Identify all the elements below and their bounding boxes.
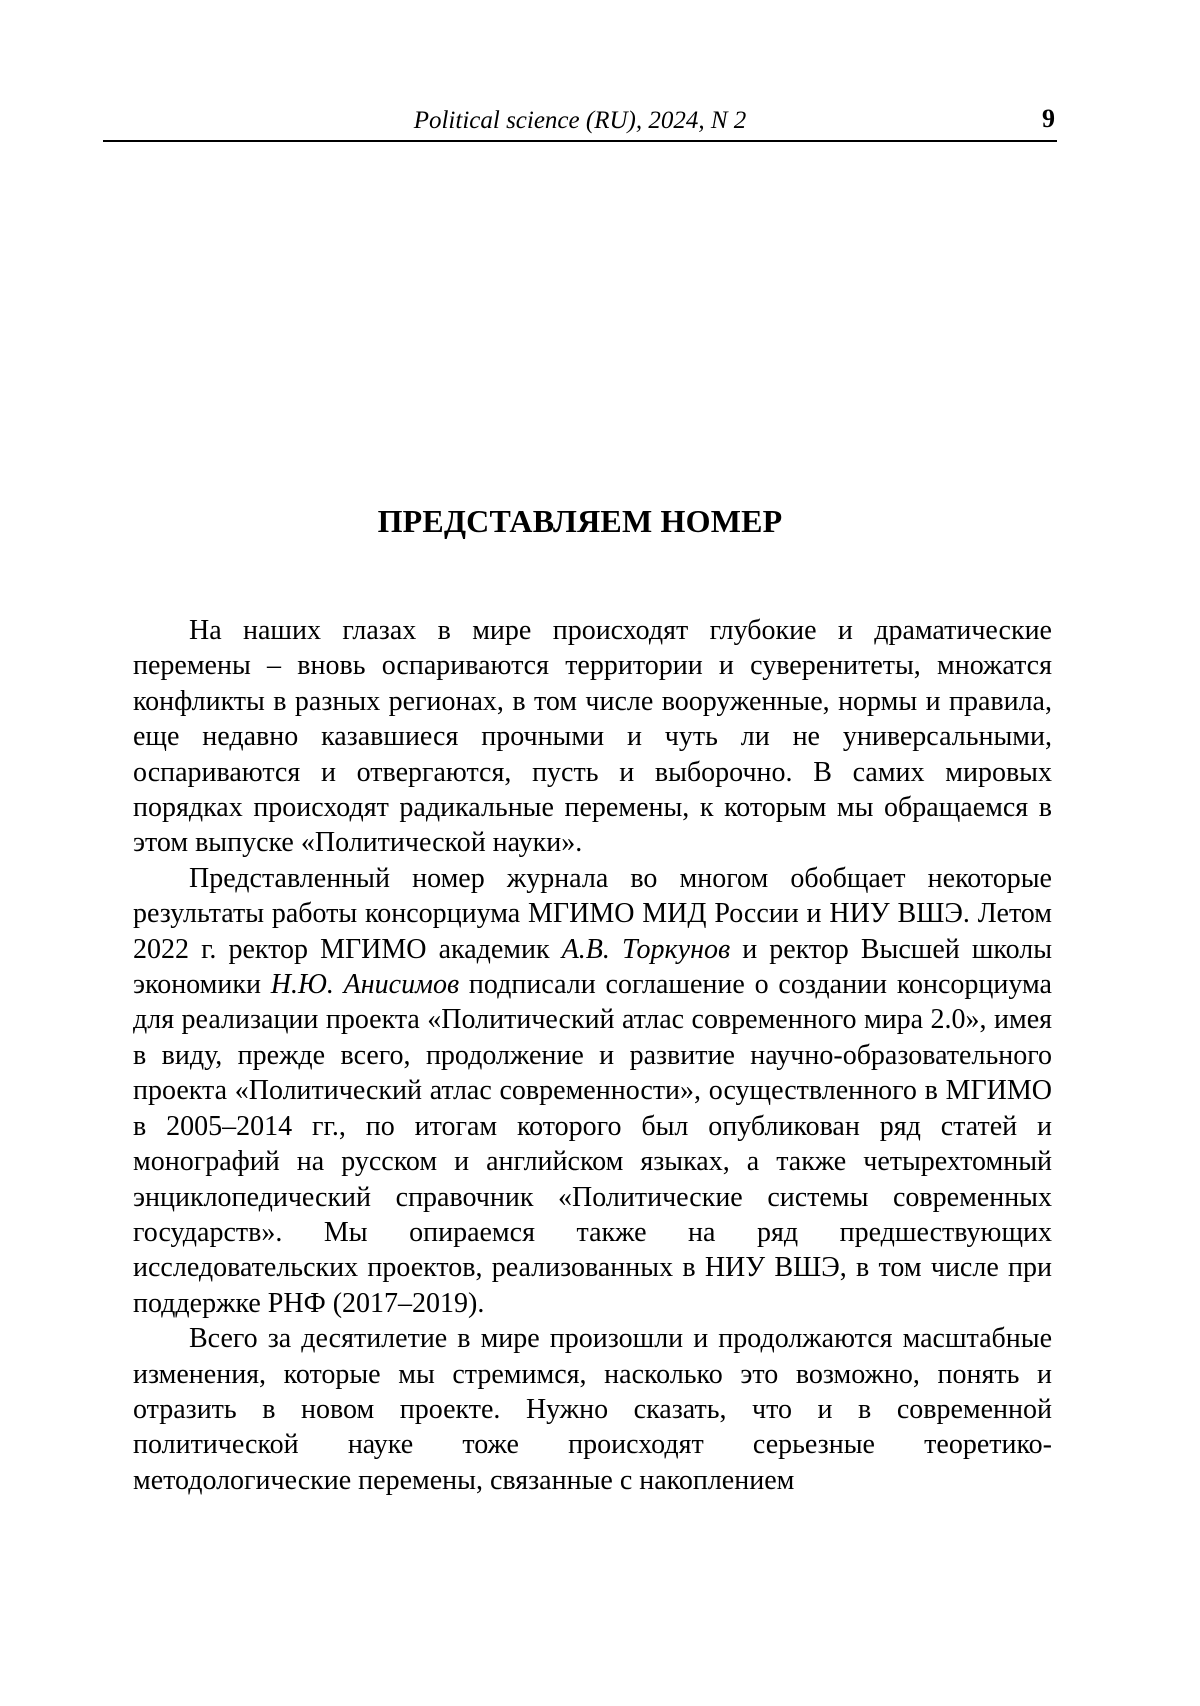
paragraph-1: На наших глазах в мире происходят глубокие и драматические перемены – вновь оспариваются территории и суверенитеты, множатся конфликты в разных регионах, в том числе вооруженные, нормы и правила, еще недавно казавшиеся прочными и чуть ли не универсальными, оспариваются и отвергаются, пусть и выборочно. В самих мировых порядках происходят радикальные перемены, к которым мы обращаемся в этом выпуске «Политической науки». bbox=[133, 613, 1052, 861]
page-number: 9 bbox=[1042, 104, 1055, 134]
running-header bbox=[103, 104, 1057, 142]
journal-title: Political science (RU), 2024, N 2 bbox=[103, 106, 1057, 136]
document-page bbox=[0, 0, 1200, 1706]
paragraph-3: Всего за десятилетие в мире произошли и продолжаются масштабные изменения, которые мы стремимся, насколько это возможно, понять и отразить в новом проекте. Нужно сказать, что и в современной политической науке тоже происходят серьезные теоретико-методологические перемены, связанные с накоплением bbox=[133, 1321, 1052, 1498]
paragraph-2 bbox=[133, 861, 1052, 1321]
person-name-torkunov: А.В. Торкунов bbox=[562, 934, 730, 965]
paragraph-2-text-a: Представленный номер журнала во многом обобщает некоторые результаты работы консорциума МГИМО МИД России и НИУ ВШЭ. Летом 2022 г. ректор МГИМО академик bbox=[133, 863, 1052, 965]
paragraph-2-text-b: и ректор Высшей школы экономики bbox=[133, 934, 1052, 1000]
article-body bbox=[133, 613, 1052, 1498]
paragraph-2-text-c: подписали соглашение о создании консорциума для реализации проекта «Политический атлас современного мира 2.0», имея в виду, прежде всего, продолжение и развитие научно-образовательного проекта «Политический атлас современности», осуществленного в МГИМО в 2005–2014 гг., по итогам которого был опубликован ряд статей и монографий на русском и английском языках, а также четырехтомный энциклопедический справочник «Политические системы современных государств». Мы опираемся также на ряд предшествующих исследовательских проектов, реализованных в НИУ ВШЭ, в том числе при поддержке РНФ (2017–2019). bbox=[133, 969, 1052, 1319]
section-title: ПРЕДСТАВЛЯЕМ НОМЕР bbox=[103, 502, 1057, 540]
person-name-anisimov: Н.Ю. Анисимов bbox=[271, 969, 459, 1000]
